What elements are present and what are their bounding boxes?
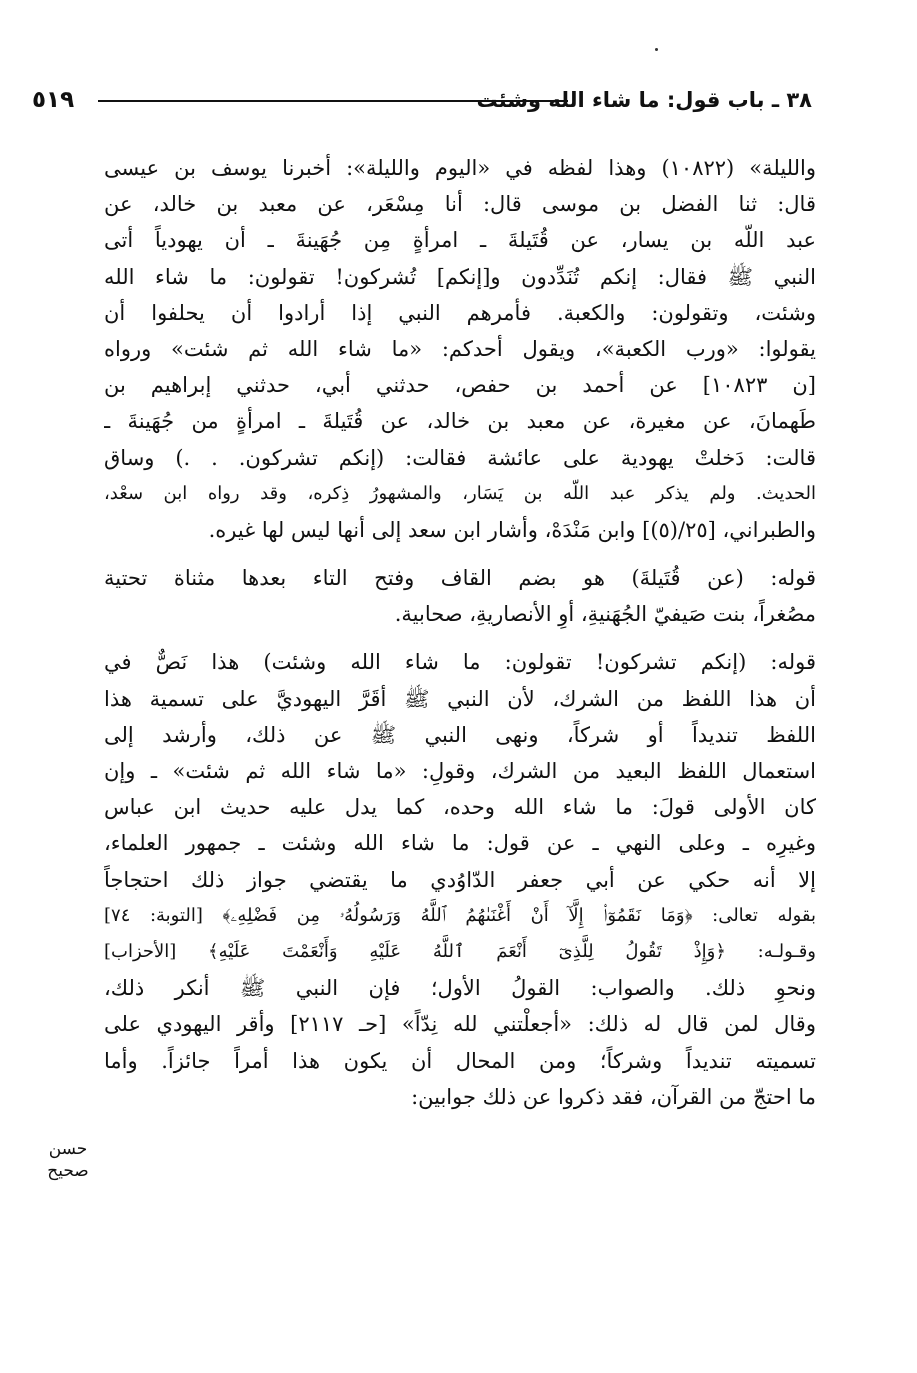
text-line: تسميته تنديداً وشركاً؛ ومن المحال أن يكون هذا أمراً جائزاً. وأما (104, 1048, 816, 1073)
text-line: عبد اللّه بن يسار، عن قُتَيلةَ ـ امرأةٍ مِن جُهَينةَ ـ أن يهودياً أتى (104, 228, 816, 253)
text-line: والطبراني، [٢٥/(٥)] وابن مَنْدَهْ، وأشار ابن سعد إلى أنها ليس لها غيره. (208, 517, 816, 542)
text-line: قوله: (إنكم تشركون! تقولون: ما شاء الله وشئت) هذا نَصٌّ في (104, 650, 816, 675)
text-line: طَهمانَ، عن مغيرة، عن معبد بن خالد، عن قُتَيلةَ ـ امرأةٍ من جُهَينةَ ـ (104, 409, 816, 434)
paragraph-gap (104, 632, 816, 644)
text-line: النبي ﷺ فقال: إنكم تُنَدِّدون و[إنكم] تُشركون! تقولون: ما شاء الله (104, 264, 816, 289)
text-line: استعمال اللفظ البعيد من الشرك، وقولِ: «ما شاء الله ثم شئت» ـ وإن (104, 759, 816, 783)
text-line: ما احتجّ من القرآن، فقد ذكروا عن ذلك جوابين: (411, 1084, 816, 1109)
grade-label-hasan: حسن (48, 1139, 88, 1159)
text-line: وشئت، وتقولون: والكعبة. فأمرهم النبي إذا أرادوا أن يحلفوا أن (104, 300, 816, 325)
text-line: الحديث. ولم يذكر عبد اللّه بن يَسَار، والمشهورُ ذِكره، وقد رواه ابن سعْد، (104, 482, 816, 504)
text-line: اللفظ تنديداً أو شركاً، ونهى النبي ﷺ عن ذلك، وأرشد إلى (104, 722, 816, 747)
text-line: يقولوا: «ورب الكعبة»، ويقول أحدكم: «ما شاء الله ثم شئت» ورواه (104, 336, 816, 361)
text-line: وقـولـه: ﴿وَإِذْ تَقُولُ لِلَّذِىٓ أَنْعَمَ ٱللَّهُ عَلَيْهِ وَأَنْعَمْتَ عَلَيْهِ﴾ [الأحزاب] (104, 940, 816, 962)
text-line: أن هذا اللفظ من الشرك، لأن النبي ﷺ أقَرَّ اليهوديَّ على تسمية هذا (104, 686, 816, 711)
text-line: قوله: (عن قُتَيلةَ) هو بضم القاف وفتح التاء بعدها مثناة تحتية (104, 566, 816, 591)
text-line: ونحوِ ذلك. والصواب: القولُ الأول؛ فإن النبي ﷺ أنكر ذلك، (104, 976, 816, 1001)
grade-label-sahih: صحيح (47, 1161, 89, 1181)
page-number: ٥١٩ (32, 87, 75, 113)
text-line: وقال لمن قال له ذلك: «أجعلْتني لله نِدّاً» [حـ ٢١١٧] وأقر اليهودي على (104, 1012, 816, 1037)
text-line: بقوله تعالى: ﴿وَمَا نَقَمُوٓا۟ إِلَّآ أَنْ أَغْنَىٰهُمُ ٱللَّهُ وَرَسُولُهُۥ مِن فَضْلِهِۦ﴾ [التوبة: ٧٤] (104, 904, 816, 926)
text-line: [ن ١٠٨٢٣] عن أحمد بن حفص، حدثني أبي، حدثني إبراهيم بن (104, 373, 816, 398)
running-header (32, 84, 812, 116)
text-line: مصُغراً، بنت صَيفيّ الجُهَنيةِ، أوِ الأنصاريةِ، صحابية. (394, 602, 816, 627)
text-line: قال: ثنا الفضل بن موسى قال: أنا مِسْعَر، عن معبد بن خالد، عن (104, 192, 816, 217)
print-speck (655, 48, 658, 51)
text-line: قالت: دَخلتْ يهودية على عائشة فقالت: (إنكم تشركون. . .) وساق (104, 445, 816, 470)
hadith-grade-note (40, 1138, 96, 1182)
body-text (104, 150, 816, 1115)
chapter-title: ٣٨ ـ باب قول: ما شاء الله وشئت (476, 88, 812, 112)
text-line: والليلة» (١٠٨٢٢) وهذا لفظه في «اليوم والليلة»: أخبرنا يوسف بن عيسى (104, 156, 816, 180)
text-line: كان الأولى قولَ: ما شاء الله وحده، كما يدل عليه حديث ابن عباس (104, 795, 816, 820)
text-line: وغيرِه ـ وعلى النهي ـ عن قول: ما شاء الله وشئت ـ جمهور العلماء، (104, 831, 816, 856)
text-line: إلا أنه حكي عن أبي جعفر الدّاوُدي ما يقتضي جواز ذلك احتجاجاً (104, 867, 816, 892)
paragraph-gap (104, 548, 816, 560)
